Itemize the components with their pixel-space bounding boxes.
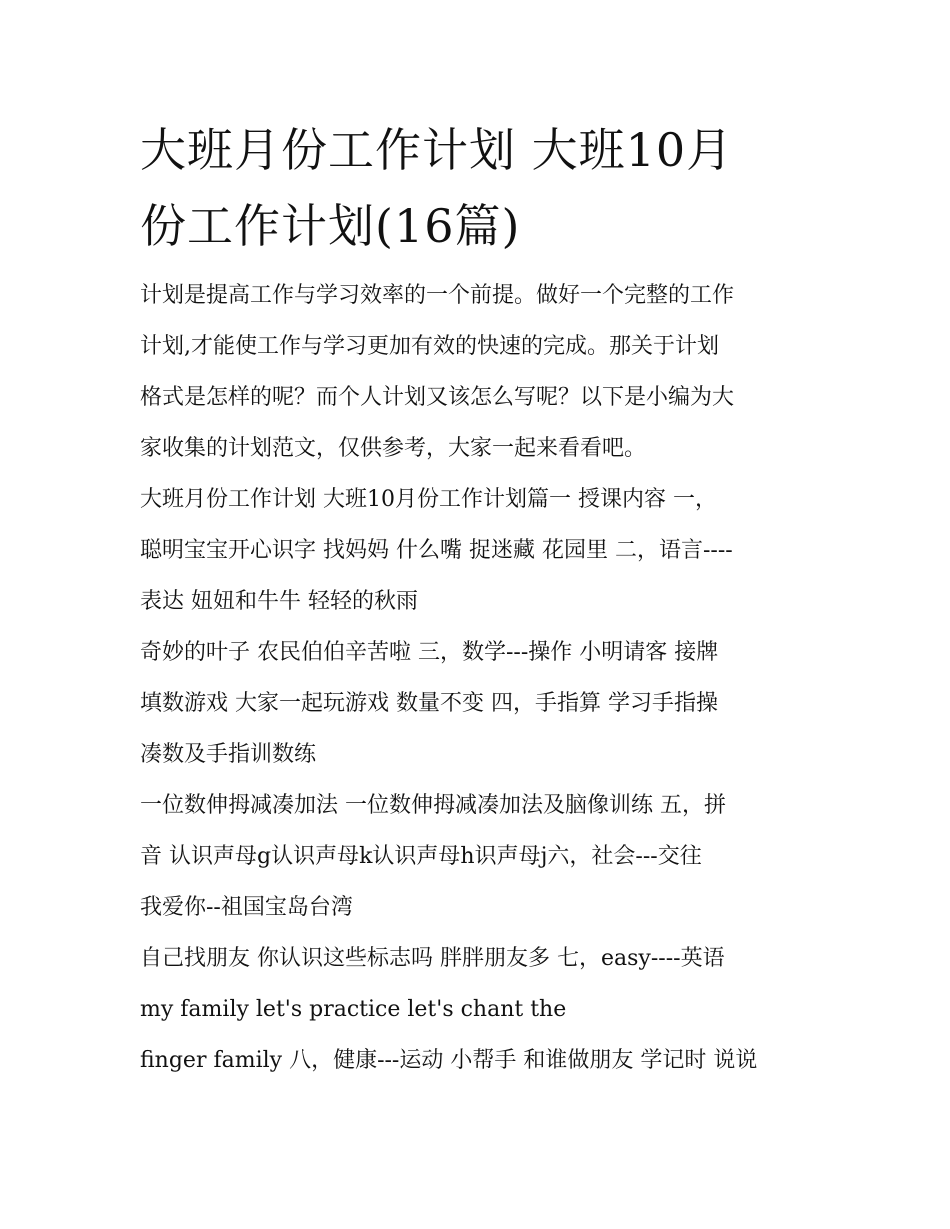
body-line: 家收集的计划范文，仅供参考，大家一起来看看吧。 <box>140 436 647 461</box>
body-line: 计划是提高工作与学习效率的一个前提。做好一个完整的工作 <box>140 283 735 308</box>
title-line: 份工作计划(16篇) <box>140 199 521 253</box>
document-page <box>140 112 820 1086</box>
body-line: 奇妙的叶子 农民伯伯辛苦啦 三，数学---操作 小明请客 接牌 <box>140 640 719 665</box>
body-line: 聪明宝宝开心识字 找妈妈 什么嘴 捉迷藏 花园里 二，语言---- <box>140 538 733 563</box>
body-line: 计划,才能使工作与学习更加有效的快速的完成。那关于计划 <box>140 334 719 359</box>
body-line: 填数游戏 大家一起玩游戏 数量不变 四，手指算 学习手指操 <box>140 691 718 716</box>
body-line: 大班月份工作计划 大班10月份工作计划篇一 授课内容 一， <box>140 487 717 512</box>
body-line: 格式是怎样的呢？而个人计划又该怎么写呢？以下是小编为大 <box>140 385 735 410</box>
document-title <box>140 112 820 264</box>
body-line: 一位数伸拇减凑加法 一位数伸拇减凑加法及脑像训练 五，拼 <box>140 793 726 818</box>
body-line: 凑数及手指训数练 <box>140 742 317 767</box>
title-line: 大班月份工作计划 大班10月 <box>140 123 734 177</box>
body-line: my family let's practice let's chant the <box>140 997 567 1022</box>
body-line: 我爱你--祖国宝岛台湾 <box>140 895 353 920</box>
body-line: finger family 八，健康---运动 小帮手 和谁做朋友 学记时 说说 <box>140 1048 758 1073</box>
body-line: 音 认识声母g认识声母k认识声母h识声母j六，社会---交往 <box>140 844 702 869</box>
document-body <box>140 270 820 1086</box>
body-line: 表达 妞妞和牛牛 轻轻的秋雨 <box>140 589 418 614</box>
body-line: 自己找朋友 你认识这些标志吗 胖胖朋友多 七，easy----英语 <box>140 946 725 971</box>
